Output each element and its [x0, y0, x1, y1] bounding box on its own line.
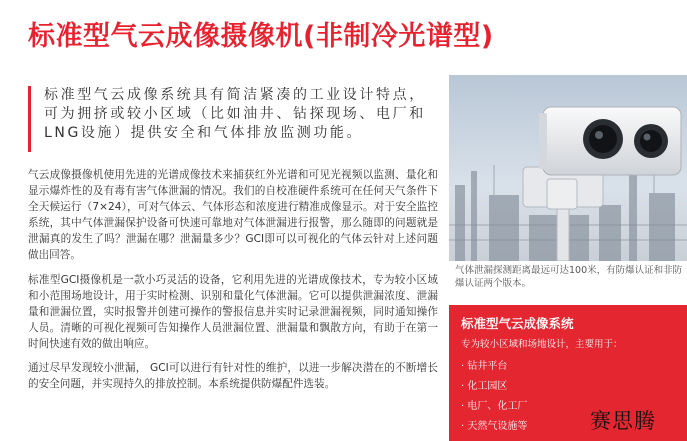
- page-title: 标准型气云成像摄像机(非制冷光谱型): [28, 21, 494, 52]
- body-paragraph-3: 通过尽早发现较小泄漏， GCI可以进行有针对性的维护，以进一步解决潜在的不断增长的安全问题，并实现持久的排放控制。本系统提供防爆配件选装。: [28, 362, 438, 390]
- intro-block: 标准型气云成像系统具有简洁紧凑的工业设计特点，可为拥挤或较小区域（比如油井、钻探现场、电厂和LNG设施）提供安全和气体排放监测功能。: [28, 86, 428, 152]
- camera-illustration: [449, 75, 687, 261]
- body-paragraph-2: 标准型GCI摄像机是一款小巧灵活的设备，它利用先进的光谱成像技术，专为较小区域和小范围场地设计，用于实时检测、识别和量化气体泄漏。它可以提供泄漏浓度、泄漏量和泄漏位置，实时报警并创建可操作的警报信息并实时记录泄漏视频，同时通知操作人员。清晰的可视化视频可告知操作人员泄漏位置、泄漏量和飘散方向，有助于在第一时间快速有效的做出响应。: [28, 274, 438, 350]
- camera-photo: [449, 75, 687, 261]
- applications-title: 标准型气云成像系统: [461, 316, 574, 331]
- applications-subtitle: 专为较小区域和场地设计，主要用于：: [461, 339, 623, 350]
- list-item: · 天然气设施等: [461, 421, 528, 432]
- body-paragraph-1: 气云成像摄像机使用先进的光谱成像技术来捕获红外光谱和可见光视频以监测、量化和显示爆炸性的及有毒有害气体泄漏的情况。我们的自校准硬件系统可在任何天气条件下全天候运行（7×24），可对气体云、气体形态和浓度进行精准成像显示。对于安全监控系统，其中气体泄漏保护设备可快速可靠地对气体泄漏进行报警，那么随即的问题就是泄漏真的发生了吗？泄漏在哪？泄漏量多少？GCI即可以可视化的气体云针对上述问题做出回答。: [28, 169, 438, 261]
- brand-logo-text: 赛思腾: [590, 409, 656, 433]
- list-item: · 钻井平台: [461, 361, 508, 372]
- list-item: · 化工园区: [461, 381, 508, 392]
- photo-caption: 气体泄漏探测距离最远可达100米，有防爆认证和非防爆认证两个版本。: [455, 265, 683, 289]
- list-item: · 电厂、化工厂: [461, 401, 528, 412]
